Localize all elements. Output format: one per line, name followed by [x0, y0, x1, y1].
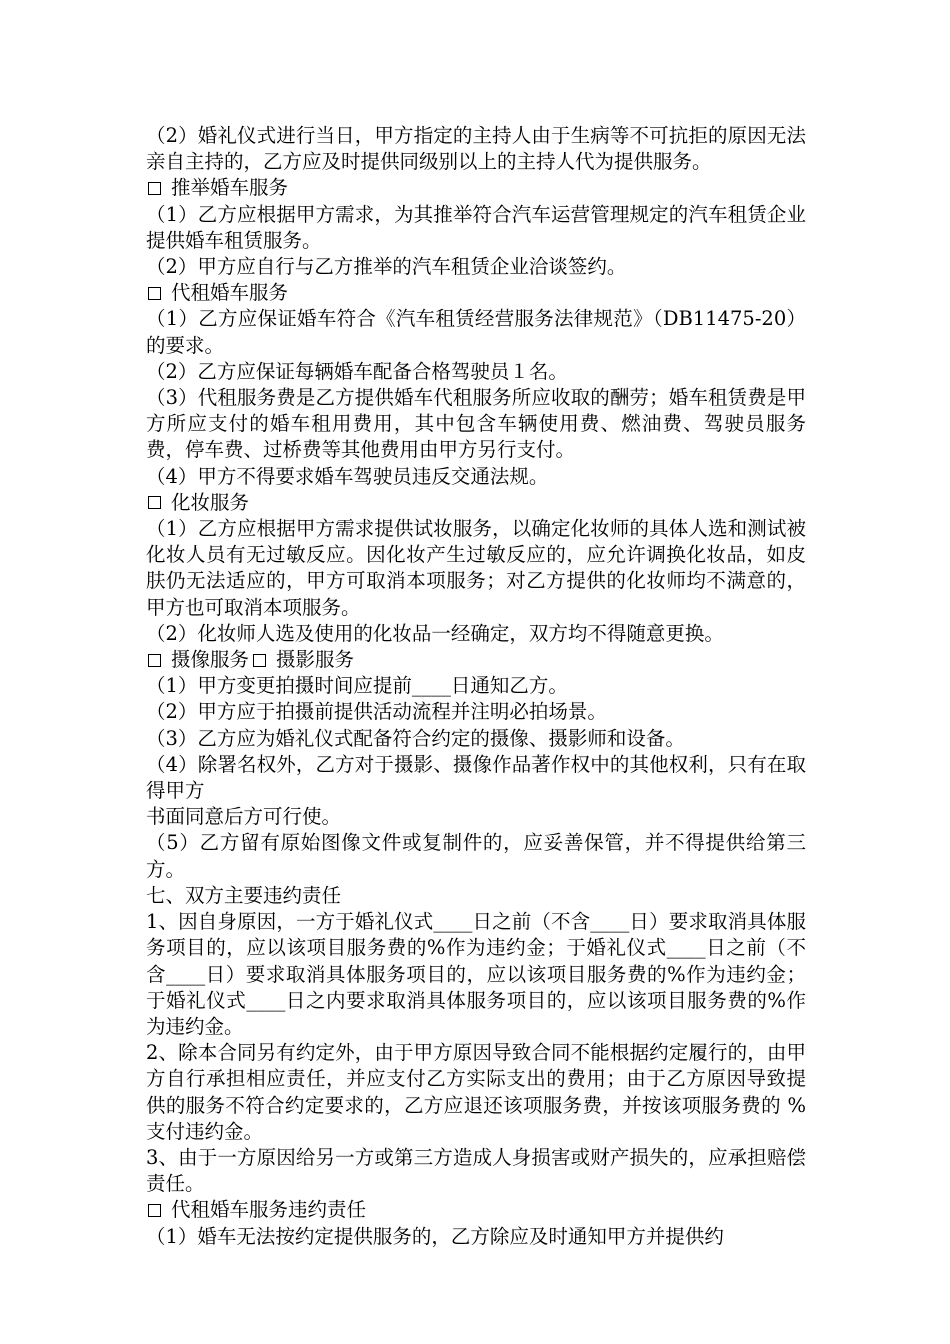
clause-photo-1: （1）甲方变更拍摄时间应提前____日通知乙方。 — [146, 674, 568, 698]
clause-rent-car-3: （3）代租服务费是乙方提供婚车代租服务所应收取的酬劳；婚车租赁费是甲方所应支付的婚车租用费用，其中包含车辆使用费、燃油费、驾驶员服务费，停车费、过桥费等其他费用由甲方另行支付。 — [146, 386, 806, 462]
clause-breach-2: 2、除本合同另有约定外，由于甲方原因导致合同不能根据约定履行的，由甲方自行承担相应责任，并应支付乙方实际支出的费用；由于乙方原因导致提供的服务不符合约定要求的，乙方应退还该项服务费，并按该项服务费的 %支付违约金。 — [146, 1041, 806, 1143]
checkbox-icon[interactable] — [148, 182, 161, 195]
clause-photo-2: （2）甲方应于拍摄前提供活动流程并注明必拍场景。 — [146, 700, 607, 724]
clause-breach-3: 3、由于一方原因给另一方或第三方造成人身损害或财产损失的，应承担赔偿责任。 — [146, 1145, 806, 1196]
section-rent-car-breach — [146, 1197, 806, 1223]
clause-photo-4: （4）除署名权外，乙方对于摄影、摄像作品著作权中的其他权利，只有在取得甲方 — [146, 752, 806, 803]
clause-photo-3: （3）乙方应为婚礼仪式配备符合约定的摄像、摄影师和设备。 — [146, 726, 685, 750]
section-title: 代租婚车服务 — [171, 281, 289, 305]
clause-makeup-2: （2）化妆师人选及使用的化妆品一经确定，双方均不得随意更换。 — [146, 621, 724, 645]
checkbox-icon[interactable] — [253, 654, 266, 667]
clause-makeup-1: （1）乙方应根据甲方需求提供试妆服务，以确定化妆师的具体人选和测试被化妆人员有无过敏反应。因化妆产生过敏反应的，应允许调换化妆品，如皮肤仍无法适应的，甲方可取消本项服务；对乙方提供的化妆师均不满意的，甲方也可取消本项服务。 — [146, 517, 806, 619]
clause-breach-1: 1、因自身原因，一方于婚礼仪式____日之前（不含____日）要求取消具体服务项目的，应以该项目服务费的%作为违约金；于婚礼仪式____日之前（不含____日）要求取消具体服务项目的，应以该项目服务费的%作为违约金；于婚礼仪式____日之内要求取消具体服务项目的，应以该项目服务费的%作为违约金。 — [146, 910, 806, 1038]
checkbox-icon[interactable] — [148, 287, 161, 300]
checkbox-icon[interactable] — [148, 654, 161, 667]
checkbox-icon[interactable] — [148, 1204, 161, 1217]
clause-recommend-car-1: （1）乙方应根据甲方需求，为其推举符合汽车运营管理规定的汽车租赁企业提供婚车租赁服务。 — [146, 202, 806, 252]
section-makeup-service — [146, 490, 806, 516]
section-breach-liability: 七、双方主要违约责任 — [146, 883, 342, 907]
clause-photo-5: （5）乙方留有原始图像文件或复制件的，应妥善保管，并不得提供给第三方。 — [146, 831, 806, 881]
clause-photo-4-continued: 书面同意后方可行使。 — [146, 805, 342, 829]
clause-rent-car-1: （1）乙方应保证婚车符合《汽车租赁经营服务法律规范》（DB11475-20）的要求。 — [146, 307, 806, 357]
section-title: 代租婚车服务违约责任 — [171, 1198, 367, 1222]
section-title-photo: 摄影服务 — [276, 648, 355, 672]
section-video-photo-service — [146, 647, 806, 673]
clause-recommend-car-2: （2）甲方应自行与乙方推举的汽车租赁企业洽谈签约。 — [146, 255, 627, 279]
section-title: 化妆服务 — [171, 490, 250, 514]
checkbox-icon[interactable] — [148, 496, 161, 509]
clause-rent-car-2: （2）乙方应保证每辆婚车配备合格驾驶员１名。 — [146, 359, 568, 383]
section-rent-car-service — [146, 280, 806, 306]
clause-host-substitute: （2）婚礼仪式进行当日，甲方指定的主持人由于生病等不可抗拒的原因无法亲自主持的，乙方应及时提供同级别以上的主持人代为提供服务。 — [146, 124, 806, 174]
section-title: 推举婚车服务 — [171, 176, 289, 200]
section-title-video: 摄像服务 — [171, 648, 250, 672]
clause-rent-car-4: （4）甲方不得要求婚车驾驶员违反交通法规。 — [146, 464, 549, 488]
document-body — [146, 123, 806, 1250]
clause-rent-car-breach-1: （1）婚车无法按约定提供服务的，乙方除应及时通知甲方并提供约 — [146, 1224, 724, 1248]
section-recommend-car-service — [146, 175, 806, 201]
